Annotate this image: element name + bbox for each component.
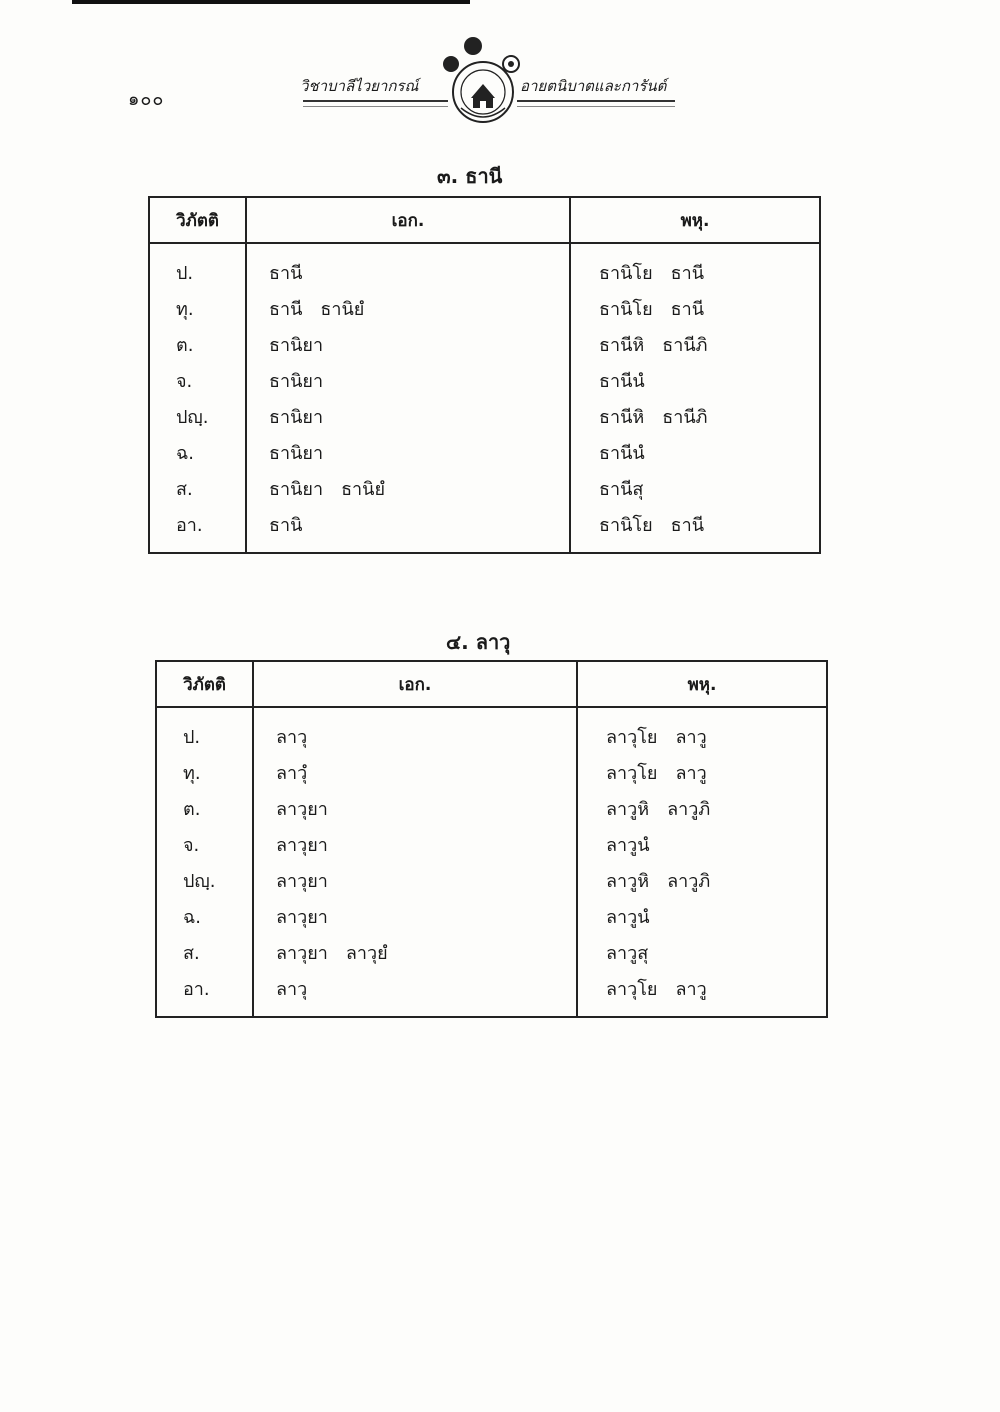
case-label: ป. (149, 243, 246, 290)
singular-forms-cell (246, 470, 570, 506)
plural-form: ลาวูนํ (606, 906, 650, 928)
plural-forms-cell (570, 470, 820, 506)
case-label: อา. (156, 970, 253, 1017)
singular-form: ธานิยํ (320, 298, 365, 320)
column-header-case: วิภัตติ (149, 197, 246, 243)
plural-form: ธานีภิ (662, 334, 708, 356)
plural-form: ลาวู (675, 726, 707, 748)
table-row (156, 898, 827, 934)
plural-form: ธานี (670, 298, 705, 320)
table-row (156, 707, 827, 754)
singular-form: ธานิ (269, 514, 303, 536)
column-header-plural: พหุ. (570, 197, 820, 243)
plural-form: ลาวูหิ (606, 798, 650, 820)
singular-form: ลาวุยํ (345, 942, 388, 964)
singular-form: ธานี (269, 298, 303, 320)
table-row (156, 970, 827, 1017)
table-row (149, 434, 820, 470)
singular-forms-cell (253, 934, 577, 970)
plural-form: ลาวุโย (606, 726, 658, 748)
singular-forms-cell (253, 826, 577, 862)
column-header-singular: เอก. (253, 661, 577, 707)
singular-forms-cell (253, 754, 577, 790)
plural-forms-cell (570, 326, 820, 362)
plural-form: ธานีนํ (599, 442, 645, 464)
singular-forms-cell (246, 362, 570, 398)
plural-form: ลาวูสุ (606, 942, 649, 964)
table-row (156, 790, 827, 826)
singular-forms-cell (246, 506, 570, 553)
declension-table-lavu (155, 660, 828, 1018)
table-row (149, 398, 820, 434)
section-title-lavu: ๔. ลาวุ (446, 630, 511, 654)
case-label: อา. (149, 506, 246, 553)
section-title-thani: ๓. ธานี (437, 164, 503, 188)
singular-forms-cell (253, 862, 577, 898)
table-row (156, 754, 827, 790)
singular-form: ธานิยา (269, 442, 324, 464)
institution-emblem-icon (433, 34, 533, 134)
table-row (149, 326, 820, 362)
table-row (149, 506, 820, 553)
singular-forms-cell (246, 326, 570, 362)
plural-form: ธานีหิ (599, 334, 645, 356)
case-label: ป. (156, 707, 253, 754)
case-label: ปญฺ. (156, 862, 253, 898)
top-border-rule (72, 0, 470, 4)
plural-form: ลาวุโย (606, 762, 658, 784)
plural-forms-cell (570, 362, 820, 398)
plural-form: ธานิโย (599, 298, 653, 320)
plural-form: ธานี (670, 514, 705, 536)
singular-forms-cell (253, 970, 577, 1017)
plural-forms-cell (577, 790, 827, 826)
plural-forms-cell (570, 506, 820, 553)
plural-forms-cell (577, 826, 827, 862)
case-label: จ. (156, 826, 253, 862)
case-label: ทุ. (149, 290, 246, 326)
singular-form: ลาวุยา (276, 942, 328, 964)
table-row (149, 362, 820, 398)
header-underline-right-thin (517, 106, 675, 107)
plural-form: ลาวู (675, 762, 707, 784)
header-right-title: อายตนิบาตและการันต์ (520, 77, 667, 95)
singular-form: ลาวุยา (276, 906, 328, 928)
plural-form: ลาวูภิ (667, 798, 711, 820)
plural-form: ลาวุโย (606, 978, 658, 1000)
plural-form: ธานิโย (599, 262, 653, 284)
singular-forms-cell (246, 434, 570, 470)
plural-forms-cell (570, 243, 820, 290)
table-row (149, 243, 820, 290)
plural-forms-cell (577, 970, 827, 1017)
plural-forms-cell (577, 934, 827, 970)
singular-forms-cell (253, 790, 577, 826)
singular-form: ลาวุํ (276, 762, 308, 784)
header-underline-left-thin (303, 106, 448, 107)
table-row (156, 826, 827, 862)
plural-form: ลาวูภิ (667, 870, 711, 892)
singular-form: ธานิยํ (341, 478, 386, 500)
singular-forms-cell (246, 243, 570, 290)
singular-forms-cell (246, 290, 570, 326)
case-label: ปญฺ. (149, 398, 246, 434)
singular-form: ธานิยา (269, 478, 324, 500)
singular-form: ธานิยา (269, 334, 324, 356)
table-row (149, 290, 820, 326)
singular-form: ธานิยา (269, 406, 324, 428)
plural-forms-cell (570, 398, 820, 434)
case-label: ทุ. (156, 754, 253, 790)
plural-form: ธานี (670, 262, 705, 284)
plural-form: ธานีนํ (599, 370, 645, 392)
singular-forms-cell (253, 707, 577, 754)
table-header-row (149, 197, 820, 243)
plural-form: ธานีสุ (599, 478, 644, 500)
case-label: ต. (149, 326, 246, 362)
singular-form: ธานิยา (269, 370, 324, 392)
declension-table-thani (148, 196, 821, 554)
plural-forms-cell (577, 754, 827, 790)
case-label: ส. (156, 934, 253, 970)
plural-forms-cell (577, 707, 827, 754)
column-header-singular: เอก. (246, 197, 570, 243)
case-label: จ. (149, 362, 246, 398)
case-label: ต. (156, 790, 253, 826)
table-header-row (156, 661, 827, 707)
singular-form: ลาวุยา (276, 798, 328, 820)
plural-forms-cell (577, 862, 827, 898)
table-row (156, 934, 827, 970)
case-label: ฉ. (156, 898, 253, 934)
plural-form: ลาวูนํ (606, 834, 650, 856)
plural-form: ลาวู (675, 978, 707, 1000)
column-header-case: วิภัตติ (156, 661, 253, 707)
page-number: ๑๐๐ (128, 89, 165, 110)
table-row (149, 470, 820, 506)
header-underline-left (303, 100, 448, 102)
plural-form: ลาวูหิ (606, 870, 650, 892)
plural-form: ธานิโย (599, 514, 653, 536)
plural-forms-cell (577, 898, 827, 934)
singular-form: ลาวุยา (276, 834, 328, 856)
table-row (156, 862, 827, 898)
singular-form: ธานี (269, 262, 303, 284)
plural-forms-cell (570, 434, 820, 470)
singular-forms-cell (253, 898, 577, 934)
column-header-plural: พหุ. (577, 661, 827, 707)
plural-forms-cell (570, 290, 820, 326)
case-label: ฉ. (149, 434, 246, 470)
header-left-title: วิชาบาลีไวยากรณ์ (300, 77, 419, 95)
singular-form: ลาวุ (276, 978, 308, 1000)
singular-form: ลาวุยา (276, 870, 328, 892)
singular-form: ลาวุ (276, 726, 308, 748)
plural-form: ธานีหิ (599, 406, 645, 428)
singular-forms-cell (246, 398, 570, 434)
plural-form: ธานีภิ (662, 406, 708, 428)
case-label: ส. (149, 470, 246, 506)
header-underline-right (517, 100, 675, 102)
